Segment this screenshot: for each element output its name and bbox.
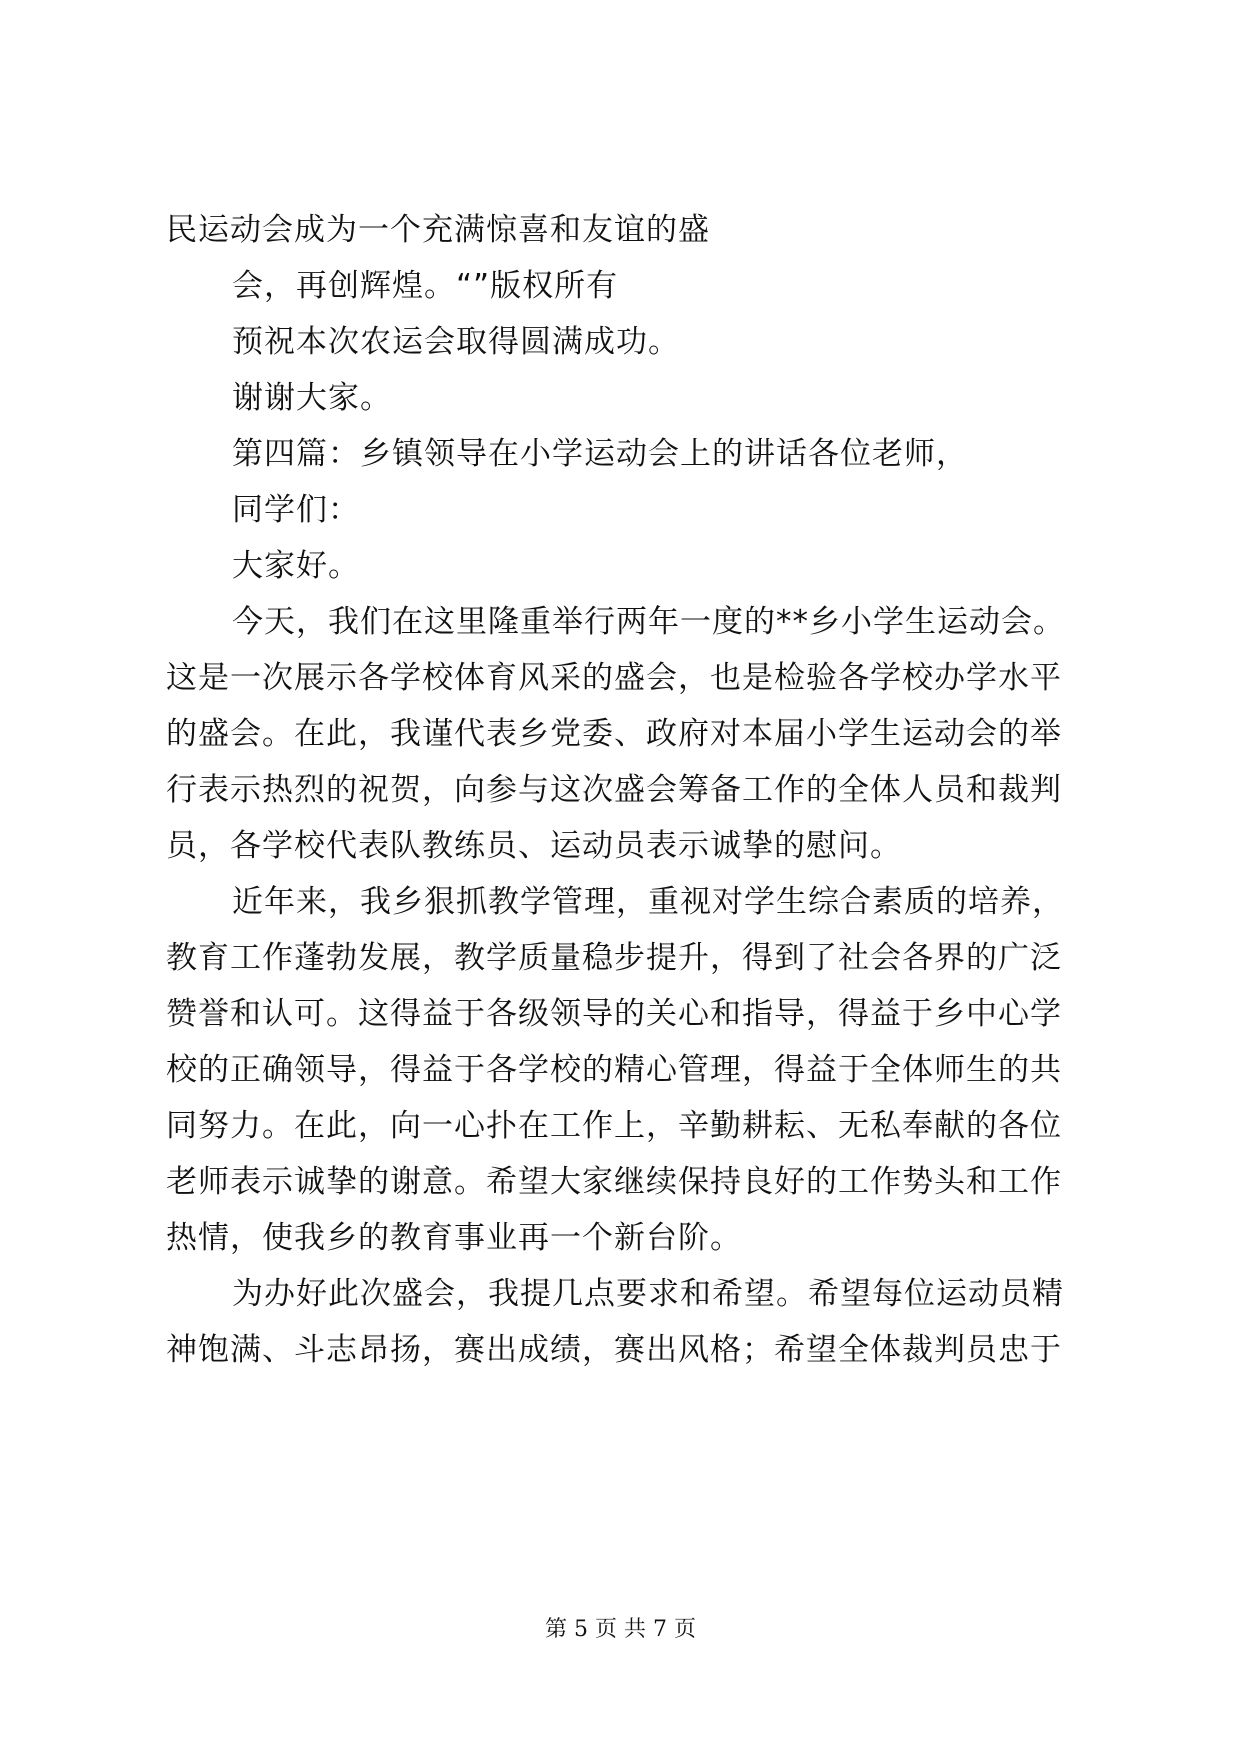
text-line: 第四篇：乡镇领导在小学运动会上的讲话各位老师， bbox=[232, 436, 968, 472]
text-line: 今天，我们在这里隆重举行两年一度的**乡小学生运动会。 bbox=[232, 604, 1065, 640]
text-line: 老师表示诚挚的谢意。希望大家继续保持良好的工作势头和工作 bbox=[166, 1164, 1062, 1200]
text-line: 的盛会。在此，我谨代表乡党委、政府对本届小学生运动会的举 bbox=[166, 716, 1062, 752]
text-line: 为办好此次盛会，我提几点要求和希望。希望每位运动员精 bbox=[232, 1276, 1064, 1312]
text-line: 热情，使我乡的教育事业再一个新台阶。 bbox=[166, 1220, 742, 1256]
text-line: 校的正确领导，得益于各学校的精心管理，得益于全体师生的共 bbox=[166, 1052, 1062, 1088]
text-line: 谢谢大家。 bbox=[232, 380, 392, 416]
text-line: 近年来，我乡狠抓教学管理，重视对学生综合素质的培养， bbox=[232, 884, 1064, 920]
page-number-footer: 第 5 页 共 7 页 bbox=[545, 1617, 696, 1642]
text-line: 赞誉和认可。这得益于各级领导的关心和指导，得益于乡中心学 bbox=[166, 996, 1062, 1032]
text-line: 大家好。 bbox=[232, 548, 360, 584]
text-line: 行表示热烈的祝贺，向参与这次盛会筹备工作的全体人员和裁判 bbox=[166, 772, 1062, 808]
text-line: 教育工作蓬勃发展，教学质量稳步提升，得到了社会各界的广泛 bbox=[166, 940, 1062, 976]
text-line: 预祝本次农运会取得圆满成功。 bbox=[232, 324, 680, 360]
text-line: 同学们： bbox=[232, 492, 360, 528]
text-line: 员，各学校代表队教练员、运动员表示诚挚的慰问。 bbox=[166, 828, 902, 864]
text-line: 神饱满、斗志昂扬，赛出成绩，赛出风格；希望全体裁判员忠于 bbox=[166, 1332, 1062, 1368]
text-line: 同努力。在此，向一心扑在工作上，辛勤耕耘、无私奉献的各位 bbox=[166, 1108, 1062, 1144]
text-line: 民运动会成为一个充满惊喜和友谊的盛 bbox=[166, 212, 710, 248]
text-line: 这是一次展示各学校体育风采的盛会，也是检验各学校办学水平 bbox=[166, 660, 1062, 696]
text-line: 会，再创辉煌。“”版权所有 bbox=[232, 268, 619, 304]
